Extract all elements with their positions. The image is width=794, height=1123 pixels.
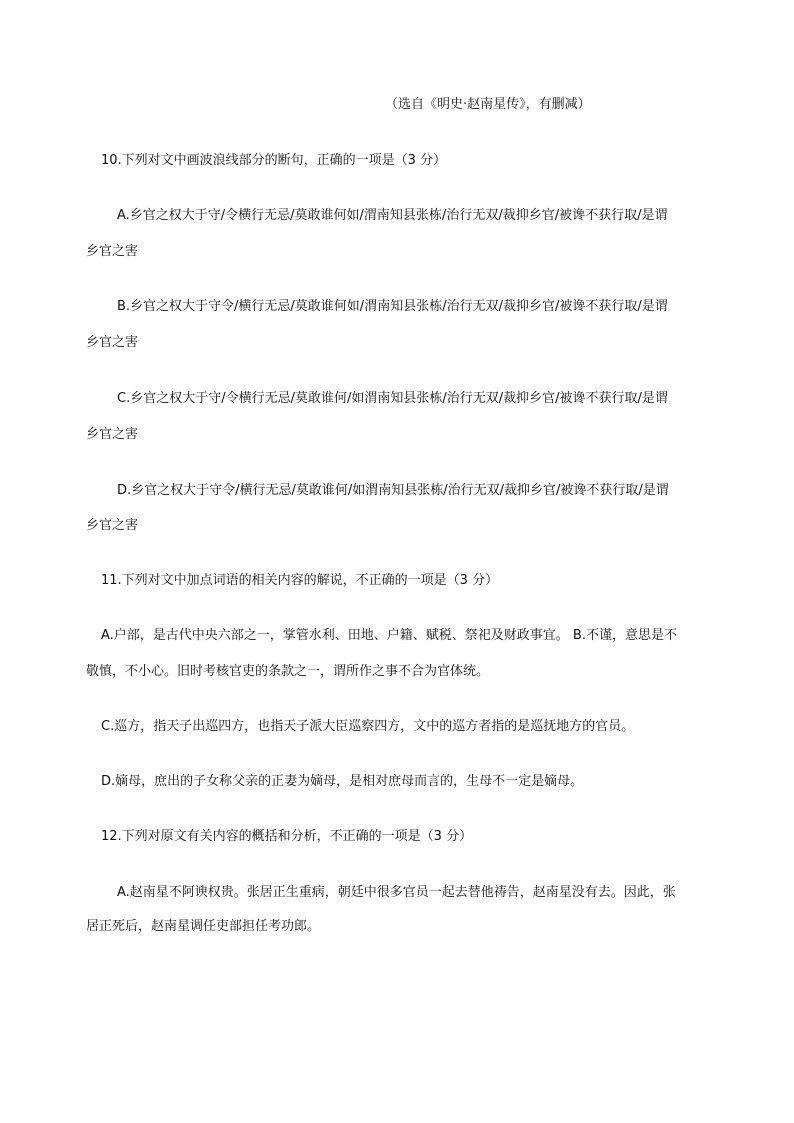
question-10-option-d: D.乡官之权大于守令/横行无忌/莫敢谁何/如渭南知县张栋/治行无双/裁抑乡官/被谗不获行取/是谓 <box>117 483 669 498</box>
question-10-option-c-cont: 乡官之害 <box>86 427 139 442</box>
question-11-option-ab-cont: 敬慎，不小心。旧时考核官吏的条款之一，谓所作之事不合为官体统。 <box>86 664 490 679</box>
question-11-option-d: D.嫡母，庶出的子女称父亲的正妻为嫡母，是相对庶母而言的，生母不一定是嫡母。 <box>101 774 584 789</box>
question-10-title: 10.下列对文中画波浪线部分的断句，正确的一项是（3 分） <box>101 153 447 168</box>
question-10-option-a-cont: 乡官之害 <box>86 244 139 259</box>
question-12-title: 12.下列对原文有关内容的概括和分析，不正确的一项是（3 分） <box>101 829 473 844</box>
question-10-option-b-cont: 乡官之害 <box>86 335 139 350</box>
question-12-option-a: A.赵南星不阿谀权贵。张居正生重病，朝廷中很多官员一起去替他祷告，赵南星没有去。因此，张 <box>117 885 676 900</box>
question-10-option-c: C.乡官之权大于守/令横行无忌/莫敢谁何/如渭南知县张栋/治行无双/裁抑乡官/被谗不获行取/是谓 <box>117 391 668 406</box>
question-11-option-c: C.巡方，指天子出巡四方，也指天子派大臣巡察四方，文中的巡方者指的是巡抚地方的官员。 <box>101 719 635 734</box>
question-10-option-b: B.乡官之权大于守令/横行无忌/莫敢谁何如/渭南知县张栋/治行无双/裁抑乡官/被谗不获行取/是谓 <box>117 299 668 314</box>
source-citation: （选自《明史·赵南星传》，有删减） <box>385 97 591 112</box>
question-11-title: 11.下列对文中加点词语的相关内容的解说，不正确的一项是（3 分） <box>101 573 499 588</box>
question-11-option-ab: A.户部，是古代中央六部之一，掌管水利、田地、户籍、赋税、祭祀及财政事宜。 B.不谨，意思是不 <box>101 628 677 643</box>
question-12-option-a-cont: 居正死后，赵南星调任吏部担任考功郎。 <box>86 919 321 934</box>
question-10-option-d-cont: 乡官之害 <box>86 518 139 533</box>
question-10-option-a: A.乡官之权大于守/令横行无忌/莫敢谁何如/渭南知县张栋/治行无双/裁抑乡官/被谗不获行取/是谓 <box>117 208 668 223</box>
